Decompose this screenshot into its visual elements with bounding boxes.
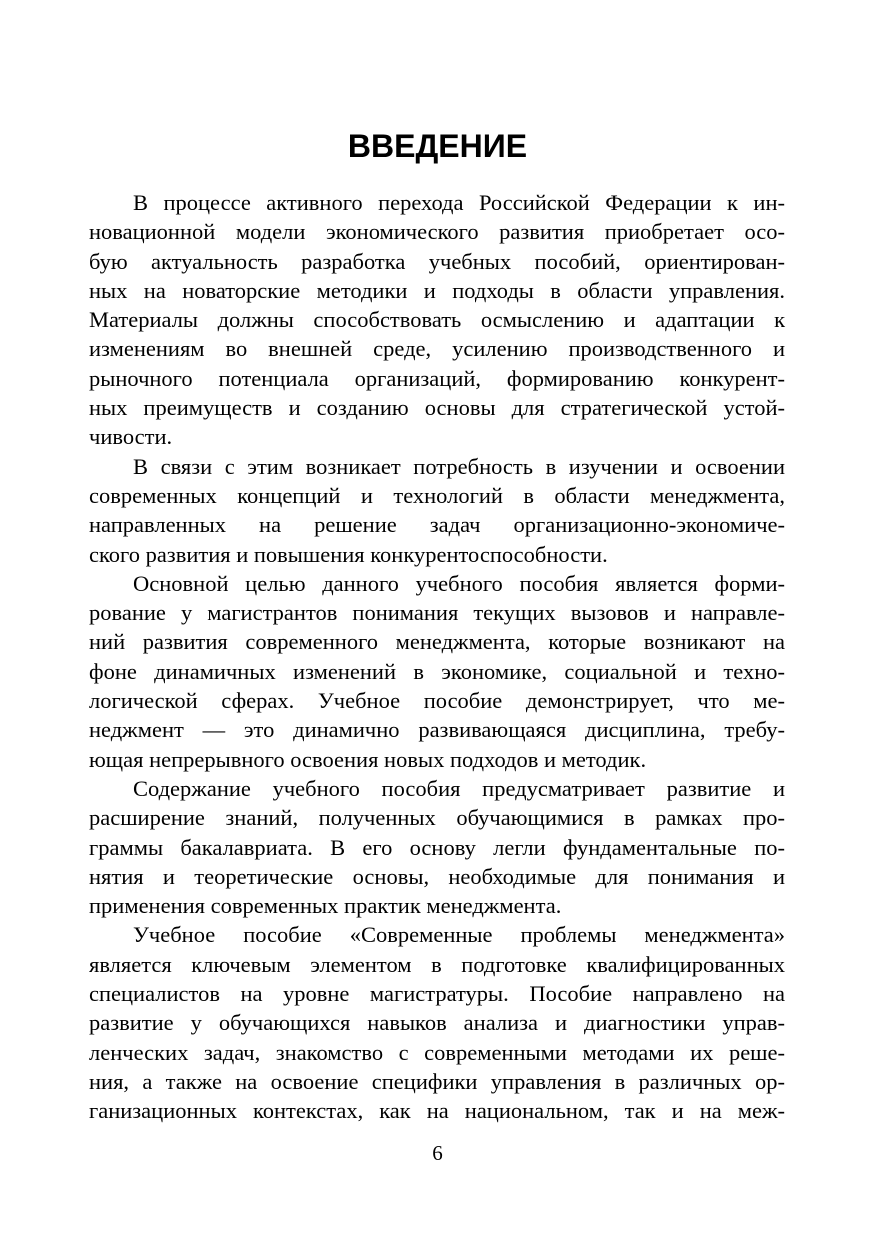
- paragraph-1: [89, 188, 785, 452]
- text-line: ний развития современного менеджмента, которые возникают на: [89, 629, 785, 655]
- text-line: фоне динамичных изменений в экономике, социальной и техно-: [89, 658, 785, 684]
- text-line: рование у магистрантов понимания текущих вызовов и направле-: [89, 600, 785, 626]
- text-line: специалистов на уровне магистратуры. Пособие направлено на: [89, 981, 785, 1007]
- text-line: ганизационных контекстах, как на национальном, так и на меж-: [89, 1098, 785, 1124]
- text-line: В связи с этим возникает потребность в изучении и освоении: [133, 453, 785, 479]
- text-line: граммы бакалавриата. В его основу легли фундаментальные по-: [89, 834, 785, 860]
- paragraph-3: [89, 569, 785, 774]
- text-line: Основной целью данного учебного пособия является форми-: [133, 570, 785, 596]
- body-text: [89, 188, 785, 1126]
- text-line: В процессе активного перехода Российской Федерации к ин-: [133, 190, 785, 215]
- text-line: ского развития и повышения конкурентоспособности.: [89, 541, 608, 567]
- text-line: Материалы должны способствовать осмыслению и адаптации к: [89, 307, 785, 333]
- text-line: развитие у обучающихся навыков анализа и диагностики управ-: [89, 1010, 785, 1036]
- text-line: бую актуальность разработка учебных пособий, ориентирован-: [89, 248, 785, 274]
- text-line: применения современных практик менеджмента.: [89, 893, 562, 919]
- page-title: ВВЕДЕНИЕ: [347, 128, 528, 164]
- text-line: является ключевым элементом в подготовке квалифицированных: [89, 951, 785, 977]
- text-line: логической сферах. Учебное пособие демонстрирует, что ме-: [89, 688, 785, 714]
- text-line: Учебное пособие «Современные проблемы менеджмента»: [133, 922, 785, 948]
- text-line: ющая непрерывного освоения новых подходов и методик.: [89, 746, 647, 772]
- text-line: ния, а также на освоение специфики управления в различных ор-: [89, 1068, 785, 1094]
- text-line: расширение знаний, полученных обучающимися в рамках про-: [89, 805, 785, 831]
- paragraph-4: [89, 774, 785, 920]
- text-line: ных преимуществ и созданию основы для стратегической устой-: [89, 395, 785, 421]
- text-line: новационной модели экономического развития приобретает осо-: [89, 219, 785, 245]
- text-line: ных на новаторские методики и подходы в области управления.: [89, 277, 785, 303]
- text-line: чивости.: [89, 424, 173, 450]
- paragraph-5: [89, 920, 785, 1125]
- text-line: рыночного потенциала организаций, формированию конкурент-: [89, 365, 785, 391]
- text-line: нятия и теоретические основы, необходимые для понимания и: [89, 863, 785, 889]
- text-line: ленческих задач, знакомство с современными методами их реше-: [89, 1039, 785, 1065]
- text-line: неджмент — это динамично развивающаяся дисциплина, требу-: [89, 717, 785, 743]
- text-line: направленных на решение задач организационно-экономиче-: [89, 512, 785, 538]
- text-line: современных концепций и технологий в области менеджмента,: [89, 482, 785, 508]
- page-number: 6: [432, 1141, 443, 1165]
- text-line: изменениям во внешней среде, усилению производственного и: [89, 336, 785, 362]
- text-line: Содержание учебного пособия предусматривает развитие и: [133, 775, 785, 801]
- paragraph-2: [89, 452, 785, 569]
